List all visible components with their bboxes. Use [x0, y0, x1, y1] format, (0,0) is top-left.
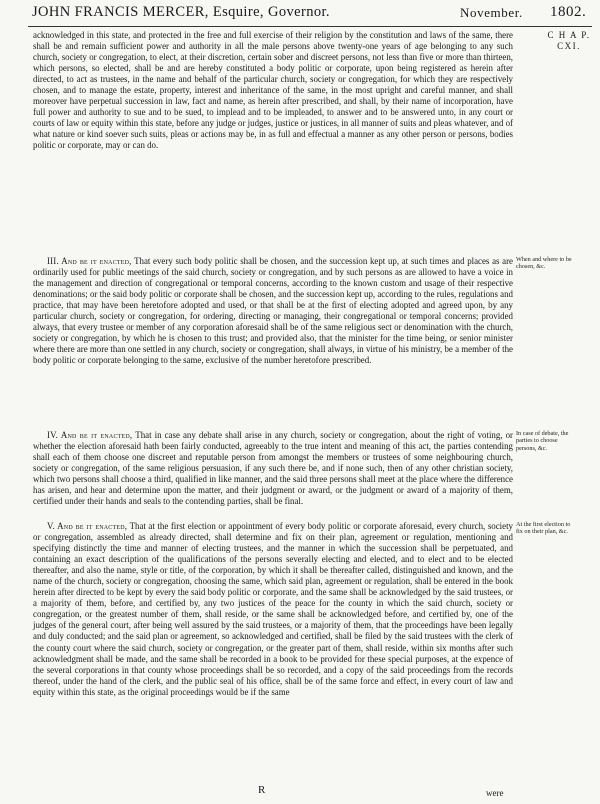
header-title: JOHN FRANCIS MERCER, Esquire, Governor. [32, 4, 330, 20]
margin-note-first-election: At the first election to fix on their plan, &c. [516, 521, 571, 536]
section-lead: V. And be it enacted, [47, 521, 128, 531]
section-lead: IV. And be it enacted, [47, 430, 133, 440]
paragraph-text: That in case any debate shall arise in any church, society or congregation, about the right of voting, or whether the election aforesaid hath been fairly conducted, agreeably to the true intent and meaning of this act, the parties contending shall each of them choose one discreet and reputable person from amongst the members or trustees of some neighbouring church, society or congregation, of the same religious persuasion, if any such there be, and if none such, then of any other christian society, which two persons shall choose a third, qualified in like manner, and the said three persons shall meet at the place where the difference has arisen, and hear and determine upon the matter, and their judgment or award, or the judgment or award of a majority of them, certified under their hands and seals to the contending parties, shall be final. [33, 430, 514, 507]
header-year: 1802. [550, 4, 587, 20]
chapter-label: C H A P. [547, 30, 591, 40]
margin-note-debate: In case of debate, the parties to choose persons, &c. [516, 430, 569, 452]
section-III [33, 256, 513, 366]
chapter-marker [546, 30, 592, 52]
section-lead: III. And be it enacted, [47, 256, 132, 266]
running-header [0, 4, 600, 26]
header-month: November. [460, 5, 523, 20]
paragraph-text: That at the first election or appointment of every body politic or corporate aforesaid, every church, society or congregation, assembled as already directed, shall determine and fix on their plan, agreement or regulation, mentioning and specifying distinctly the time and manner of electing trustees, and the manner in which the succession shall be perpetuated, and containing an exact description of the qualifications of the persons severally electing and elected, and to elect and to be elected thereafter, and also the name, style or title, of the corporation, by which it shall be thereafter called, distinguished and known, and the name of the church, society or congregation, choosing the same, which said plan, agreement or regulation, shall be entered in the book herein after directed to be kept by every the said body politic or corporate, and the same shall be acknowledged by the said trustees, or a majority of them, before, and certified by, any two justices of the peace for the county in which the said church, society or congregation, or the greatest number of them, shall reside, or the same shall be acknowledged before, and certified by, one of the judges of the general court, after being well assured by the said trustees, or a majority of them, that the proceedings have been legally and duly conducted; and the said plan or agreement, so acknowledged and certified, shall be filed by the said trustees with the clerk of the county court where the said church, society or congregation, or the greater part of them, shall reside, within six months after such acknowledgment shall be made, and the same shall be recorded in a book to be provided for these special purposes, at the expence of the several corporations in that county whose proceedings shall be so recorded, and a copy of the said proceedings from the records thereof, under the hand of the clerk, and the public seal of his office, shall be of the same force and effect, in every court of law and equity within this state, as the original proceedings would be if the same [33, 521, 513, 697]
paragraph-continuation [33, 30, 513, 152]
section-IV [33, 430, 513, 507]
catchword: were [486, 788, 504, 798]
chapter-number: CXI. [557, 41, 581, 51]
signature-mark: R [258, 784, 266, 796]
section-V [33, 521, 513, 698]
paragraph-text: acknowledged in this state, and protected in the free and full exercise of their religion by the constitution and laws of the same, there shall be and remain sufficient power and authority in all the male persons above twenty-one years of age belonging to any such church, society or congregation, to elect, at their discretion, certain sober and discreet persons, not less than five or more than thirteen, which persons, so elected, shall be and are hereby constituted a body politic or corporate, upon being registered as herein after directed, to act as trustees, in the name and behalf of the particular church, society or congregation, for which they are respectively chosen, and to manage the estate, property, interest and inheritance of the same, in the most upright and careful manner, and shall moreover have perpetual succession in law, fact and name, as herein after prescribed, and shall, by their name of incorporation, have full power and authority to sue and to be sued, to implead and to be impleaded, to answer and to be answered unto, in any court or courts of law or equity within this state, before any judge or judges, justice or justices, in all manner of suits and pleas whatever, and of what nature or kind soever such suits, pleas or actions may be, in as full and effectual a manner as any other person or persons, bodies politic or corporate, may or can do. [33, 30, 514, 151]
header-rule [28, 26, 592, 27]
margin-note-when-where: When and where to be chosen, &c. [516, 256, 572, 271]
paragraph-text: That every such body politic shall be chosen, and the succession kept up, at such times and places as are ordinarily used for public meetings of the said church, society or congregation, and by such persons as are allowed to have a voice in the management and direction of congregational or temporal concerns, according to the known custom and usage of their respective denominations; or the said body politic or corporate shall be chosen, and the succession kept up, according to the rules, regulations and practice, that may have been heretofore adopted and used, or that shall be at the first of electing adopted and agreed upon, by any particular church, society or congregation, for ordering, directing or managing, their congregational or temporal concerns; provided always, that every trustee or member of any corporation aforesaid shall be of the same religious sect or denomination with the church, society or congregation, by which he is chosen to this trust; and provided also, that the minister for the time being, or senior minister where there are more than one settled in any church, society or congregation, shall always, in virtue of his ministry, be a member of the body politic or corporate belonging to the same, exclusive of the number heretofore prescribed. [33, 256, 513, 366]
